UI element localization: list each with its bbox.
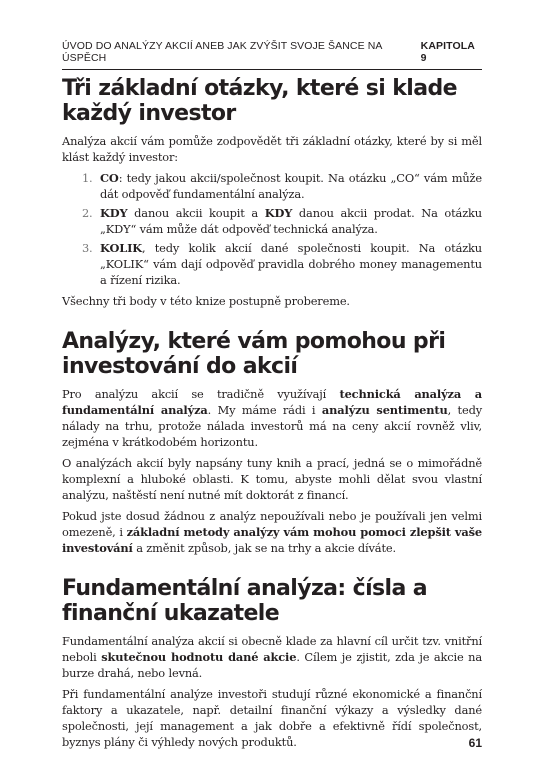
section2-paragraph-3: [62, 508, 482, 556]
questions-list: [62, 170, 482, 288]
list-item-text: : tedy jakou akcii/společnost koupit. Na otázku „CO“ vám může dát odpověď fundamentální analýza.: [100, 171, 482, 201]
text-run: a změnit způsob, jak se na trhy a akcie díváte.: [132, 541, 396, 555]
section1-outro: Všechny tři body v této knize postupně probereme.: [62, 294, 350, 308]
list-item-text: danou akcii prodat. Na otázku „KDY“ vám může dát odpověď technická analýza.: [100, 206, 482, 236]
section2-paragraph-2: O analýzách akcií byly napsány tuny knih a prací, jedná se o mimořádně komplexní a hluboké oblasti. K tomu, abyste mohli dělat svou vlastní analýzu, naštěstí není nutné mít doktorát z financí.: [62, 456, 482, 502]
list-item-kolik: [96, 240, 482, 288]
section1-intro: Analýza akcií vám pomůže zodpovědět tři základní otázky, které by si měl klást každý investor:: [62, 134, 482, 164]
section-heading-basic-questions: Tři základní otázky, které si klade každý investor: [62, 76, 457, 126]
list-item-keyword: CO: [100, 171, 119, 185]
section-heading-analyses: Analýzy, které vám pomohou při investování do akcií: [62, 329, 446, 379]
text-run: Fundamentální analýza akcií si obecně klade za hlavní cíl určit tzv. vnitřní neboli: [62, 634, 482, 664]
page-body: [62, 76, 482, 755]
text-run: Pokud jste dosud žádnou z analýz nepoužívali nebo je používali jen velmi omezeně, i: [62, 509, 482, 539]
list-item-keyword: KDY: [264, 206, 293, 220]
emphasis-text: technická analýza a fundamentální analýza: [62, 387, 482, 417]
text-run: . Cílem je zjistit, zda je akcie na burze drahá, nebo levná.: [62, 650, 483, 680]
text-run: , tedy nálady na trhu, protože nálada investorů má na ceny akcií rovněž vliv, zejména v krátkodobém horizontu.: [62, 403, 482, 449]
chapter-label: KAPITOLA 9: [420, 40, 475, 64]
text-run: . My máme rádi i: [207, 403, 322, 417]
page-number: 61: [468, 736, 482, 750]
text-run: Pro analýzu akcií se tradičně využívají: [62, 387, 340, 401]
emphasis-text: analýzu sentimentu: [321, 403, 448, 417]
emphasis-text: základní metody analýzy vám mohou pomoci zlepšit vaše investování: [62, 525, 482, 555]
running-header: [62, 40, 482, 70]
section3-paragraph-2: Při fundamentální analýze investoři studují různé ekonomické a finanční faktory a ukazatele, např. detailní finanční výkazy a výsledky dané společnosti, její management a jak dobře a efektivně řídí společnost, byznys plány či výhledy nových produktů.: [62, 687, 482, 749]
list-item-co: [96, 170, 482, 202]
list-item-keyword: KDY: [100, 206, 128, 220]
section-heading-fundamental: Fundamentální analýza: čísla a finanční ukazatele: [62, 576, 428, 626]
section2-paragraph-1: [62, 386, 482, 450]
list-item-text: danou akcii koupit a: [127, 206, 265, 220]
emphasis-text: skutečnou hodnotu dané akcie: [101, 650, 297, 664]
section3-paragraph-1: [62, 633, 482, 681]
list-item-keyword: KOLIK: [100, 241, 143, 255]
list-item-text: , tedy kolik akcií dané společnosti koupit. Na otázku „KOLIK“ vám dají odpověď pravidla dobrého money managementu a řízení rizika.: [100, 241, 482, 287]
running-header-title: ÚVOD DO ANALÝZY AKCIÍ ANEB JAK ZVÝŠIT SVOJE ŠANCE NA ÚSPĚCH: [62, 40, 382, 64]
list-item-kdy: [96, 205, 482, 237]
